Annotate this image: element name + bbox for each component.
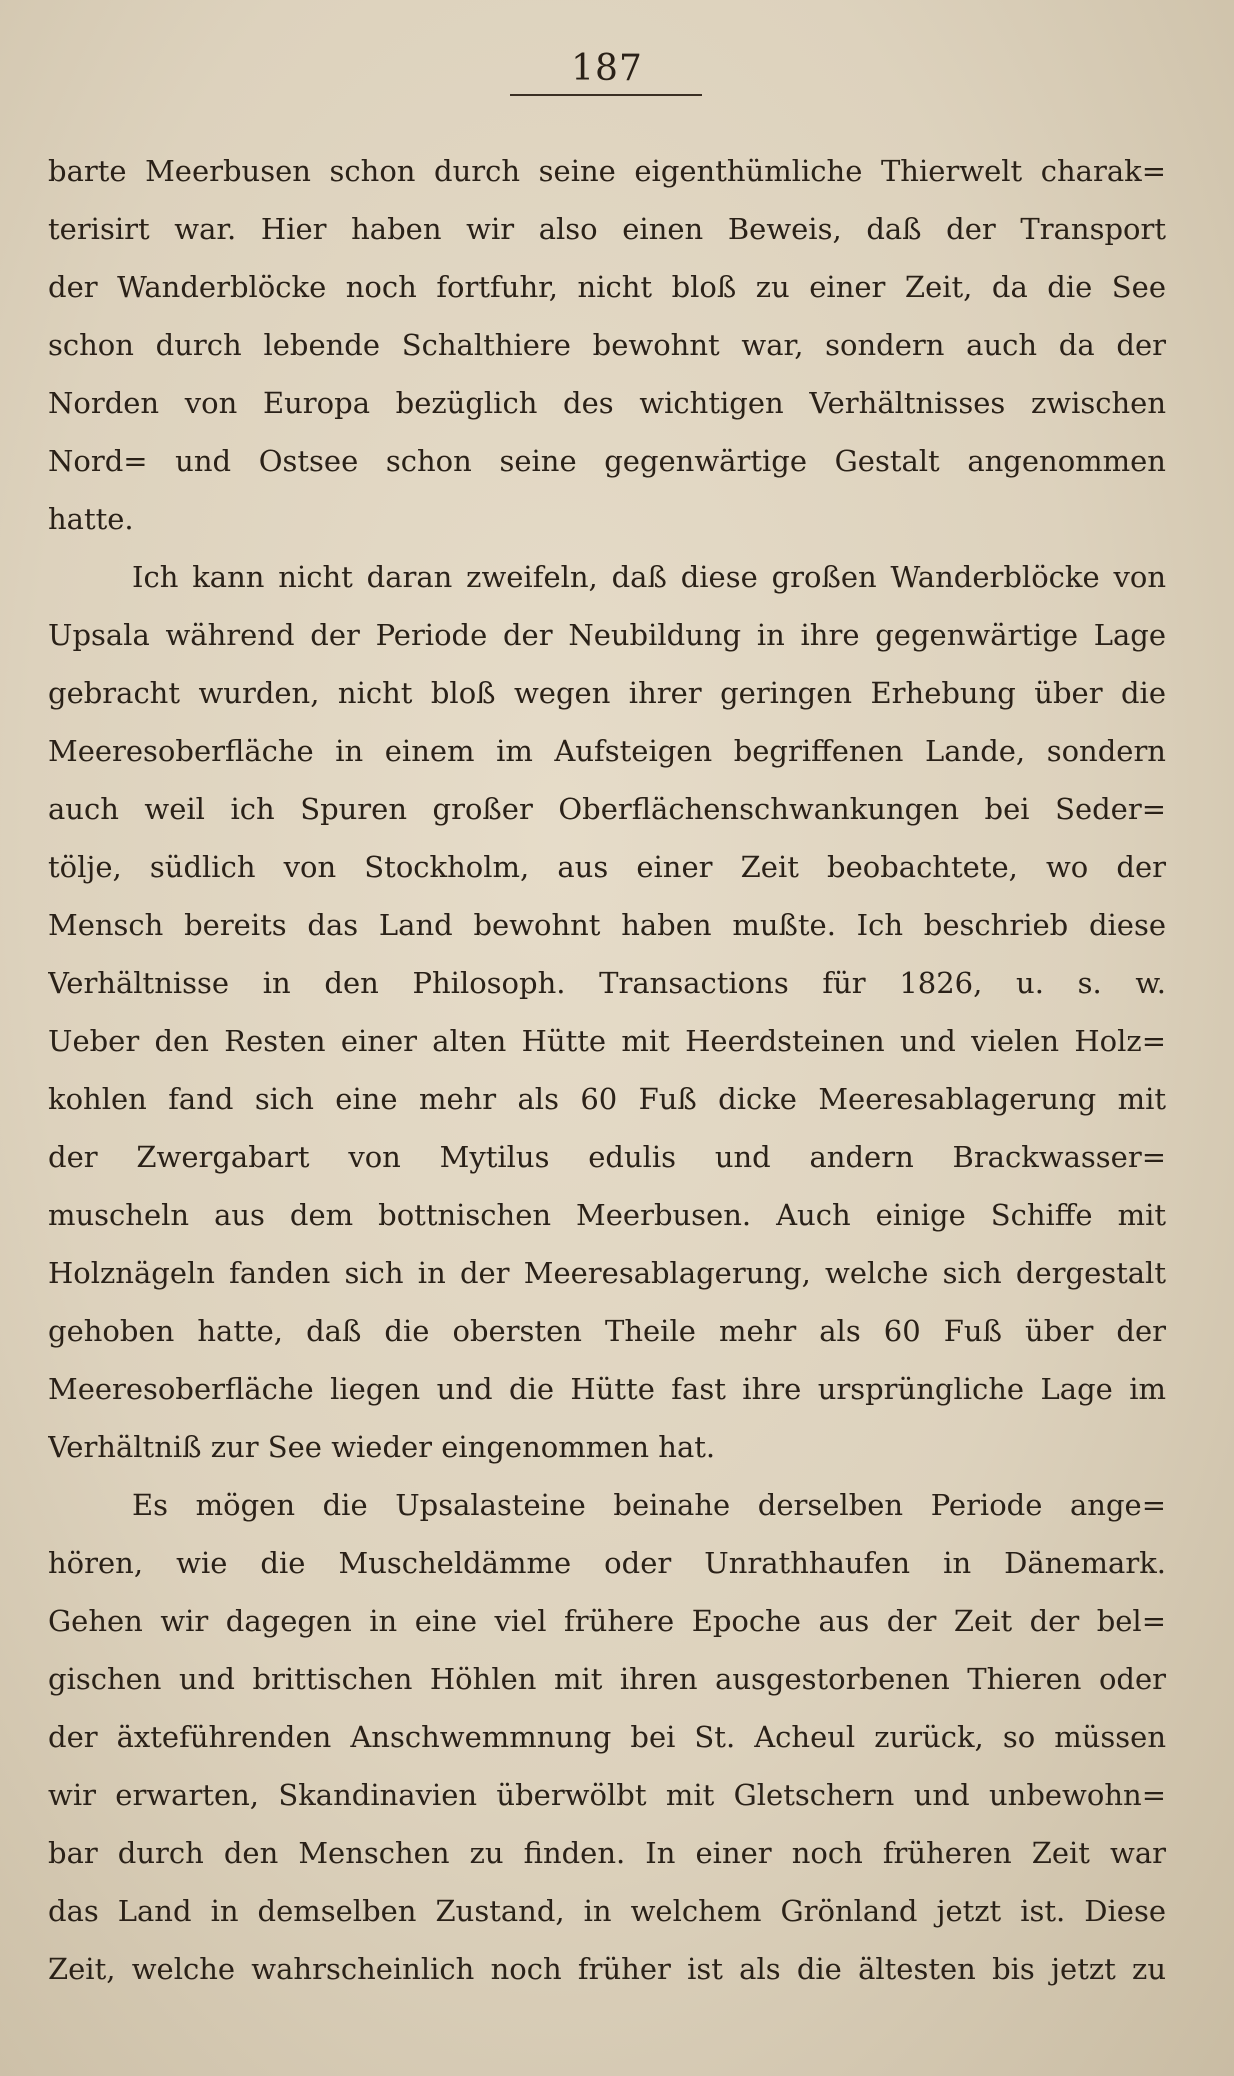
text-line: tölje, südlich von Stockholm, aus einer Zeit beobachtete, wo der — [48, 850, 1166, 884]
text-line: Nord= und Ostsee schon seine gegenwärtige Gestalt angenommen — [48, 444, 1166, 478]
text-line: hören, wie die Muscheldämme oder Unrathhaufen in Dänemark. — [48, 1546, 1166, 1580]
text-line: Es mögen die Upsalasteine beinahe derselben Periode ange= — [132, 1488, 1166, 1522]
text-line: gischen und brittischen Höhlen mit ihren ausgestorbenen Thieren oder — [48, 1662, 1166, 1696]
text-line: gebracht wurden, nicht bloß wegen ihrer geringen Erhebung über die — [48, 676, 1166, 710]
text-line: Ueber den Resten einer alten Hütte mit Heerdsteinen und vielen Holz= — [48, 1024, 1166, 1058]
text-line: Meeresoberfläche in einem im Aufsteigen begriffenen Lande, sondern — [48, 734, 1166, 768]
text-line: Holznägeln fanden sich in der Meeresablagerung, welche sich dergestalt — [48, 1256, 1166, 1290]
text-line: schon durch lebende Schalthiere bewohnt war, sondern auch da der — [48, 328, 1166, 362]
text-line: das Land in demselben Zustand, in welchem Grönland jetzt ist. Diese — [48, 1894, 1166, 1928]
text-line: der Wanderblöcke noch fortfuhr, nicht bloß zu einer Zeit, da die See — [48, 270, 1166, 304]
text-line: der Zwergabart von Mytilus edulis und andern Brackwasser= — [48, 1140, 1166, 1174]
text-line: Verhältnisse in den Philosoph. Transactions für 1826, u. s. w. — [48, 966, 1166, 1000]
text-line: barte Meerbusen schon durch seine eigenthümliche Thierwelt charak= — [48, 154, 1166, 188]
text-line: Zeit, welche wahrscheinlich noch früher ist als die ältesten bis jetzt zu — [48, 1952, 1166, 1986]
text-line: der äxteführenden Anschwemmnung bei St. Acheul zurück, so müssen — [48, 1720, 1166, 1754]
text-line: Meeresoberfläche liegen und die Hütte fast ihre ursprüngliche Lage im — [48, 1372, 1166, 1406]
text-line: auch weil ich Spuren großer Oberflächenschwankungen bei Seder= — [48, 792, 1166, 826]
text-line: Upsala während der Periode der Neubildung in ihre gegenwärtige Lage — [48, 618, 1166, 652]
text-line: hatte. — [48, 502, 134, 536]
text-line: Verhältniß zur See wieder eingenommen hat. — [48, 1430, 716, 1464]
text-line: Mensch bereits das Land bewohnt haben mußte. Ich beschrieb diese — [48, 908, 1166, 942]
text-line: muscheln aus dem bottnischen Meerbusen. Auch einige Schiffe mit — [48, 1198, 1166, 1232]
text-line: Ich kann nicht daran zweifeln, daß diese großen Wanderblöcke von — [132, 560, 1166, 594]
text-line: Norden von Europa bezüglich des wichtigen Verhältnisses zwischen — [48, 386, 1166, 420]
text-line: bar durch den Menschen zu finden. In einer noch früheren Zeit war — [48, 1836, 1166, 1870]
text-line: Gehen wir dagegen in eine viel frühere Epoche aus der Zeit der bel= — [48, 1604, 1166, 1638]
page-number: 187 — [571, 48, 643, 89]
header-rule — [510, 94, 702, 96]
body-text — [48, 142, 1166, 1998]
text-line: kohlen fand sich eine mehr als 60 Fuß dicke Meeresablagerung mit — [48, 1082, 1166, 1116]
text-line: gehoben hatte, daß die obersten Theile mehr als 60 Fuß über der — [48, 1314, 1166, 1348]
text-line: terisirt war. Hier haben wir also einen Beweis, daß der Transport — [48, 212, 1166, 246]
text-line: wir erwarten, Skandinavien überwölbt mit Gletschern und unbewohn= — [48, 1778, 1166, 1812]
